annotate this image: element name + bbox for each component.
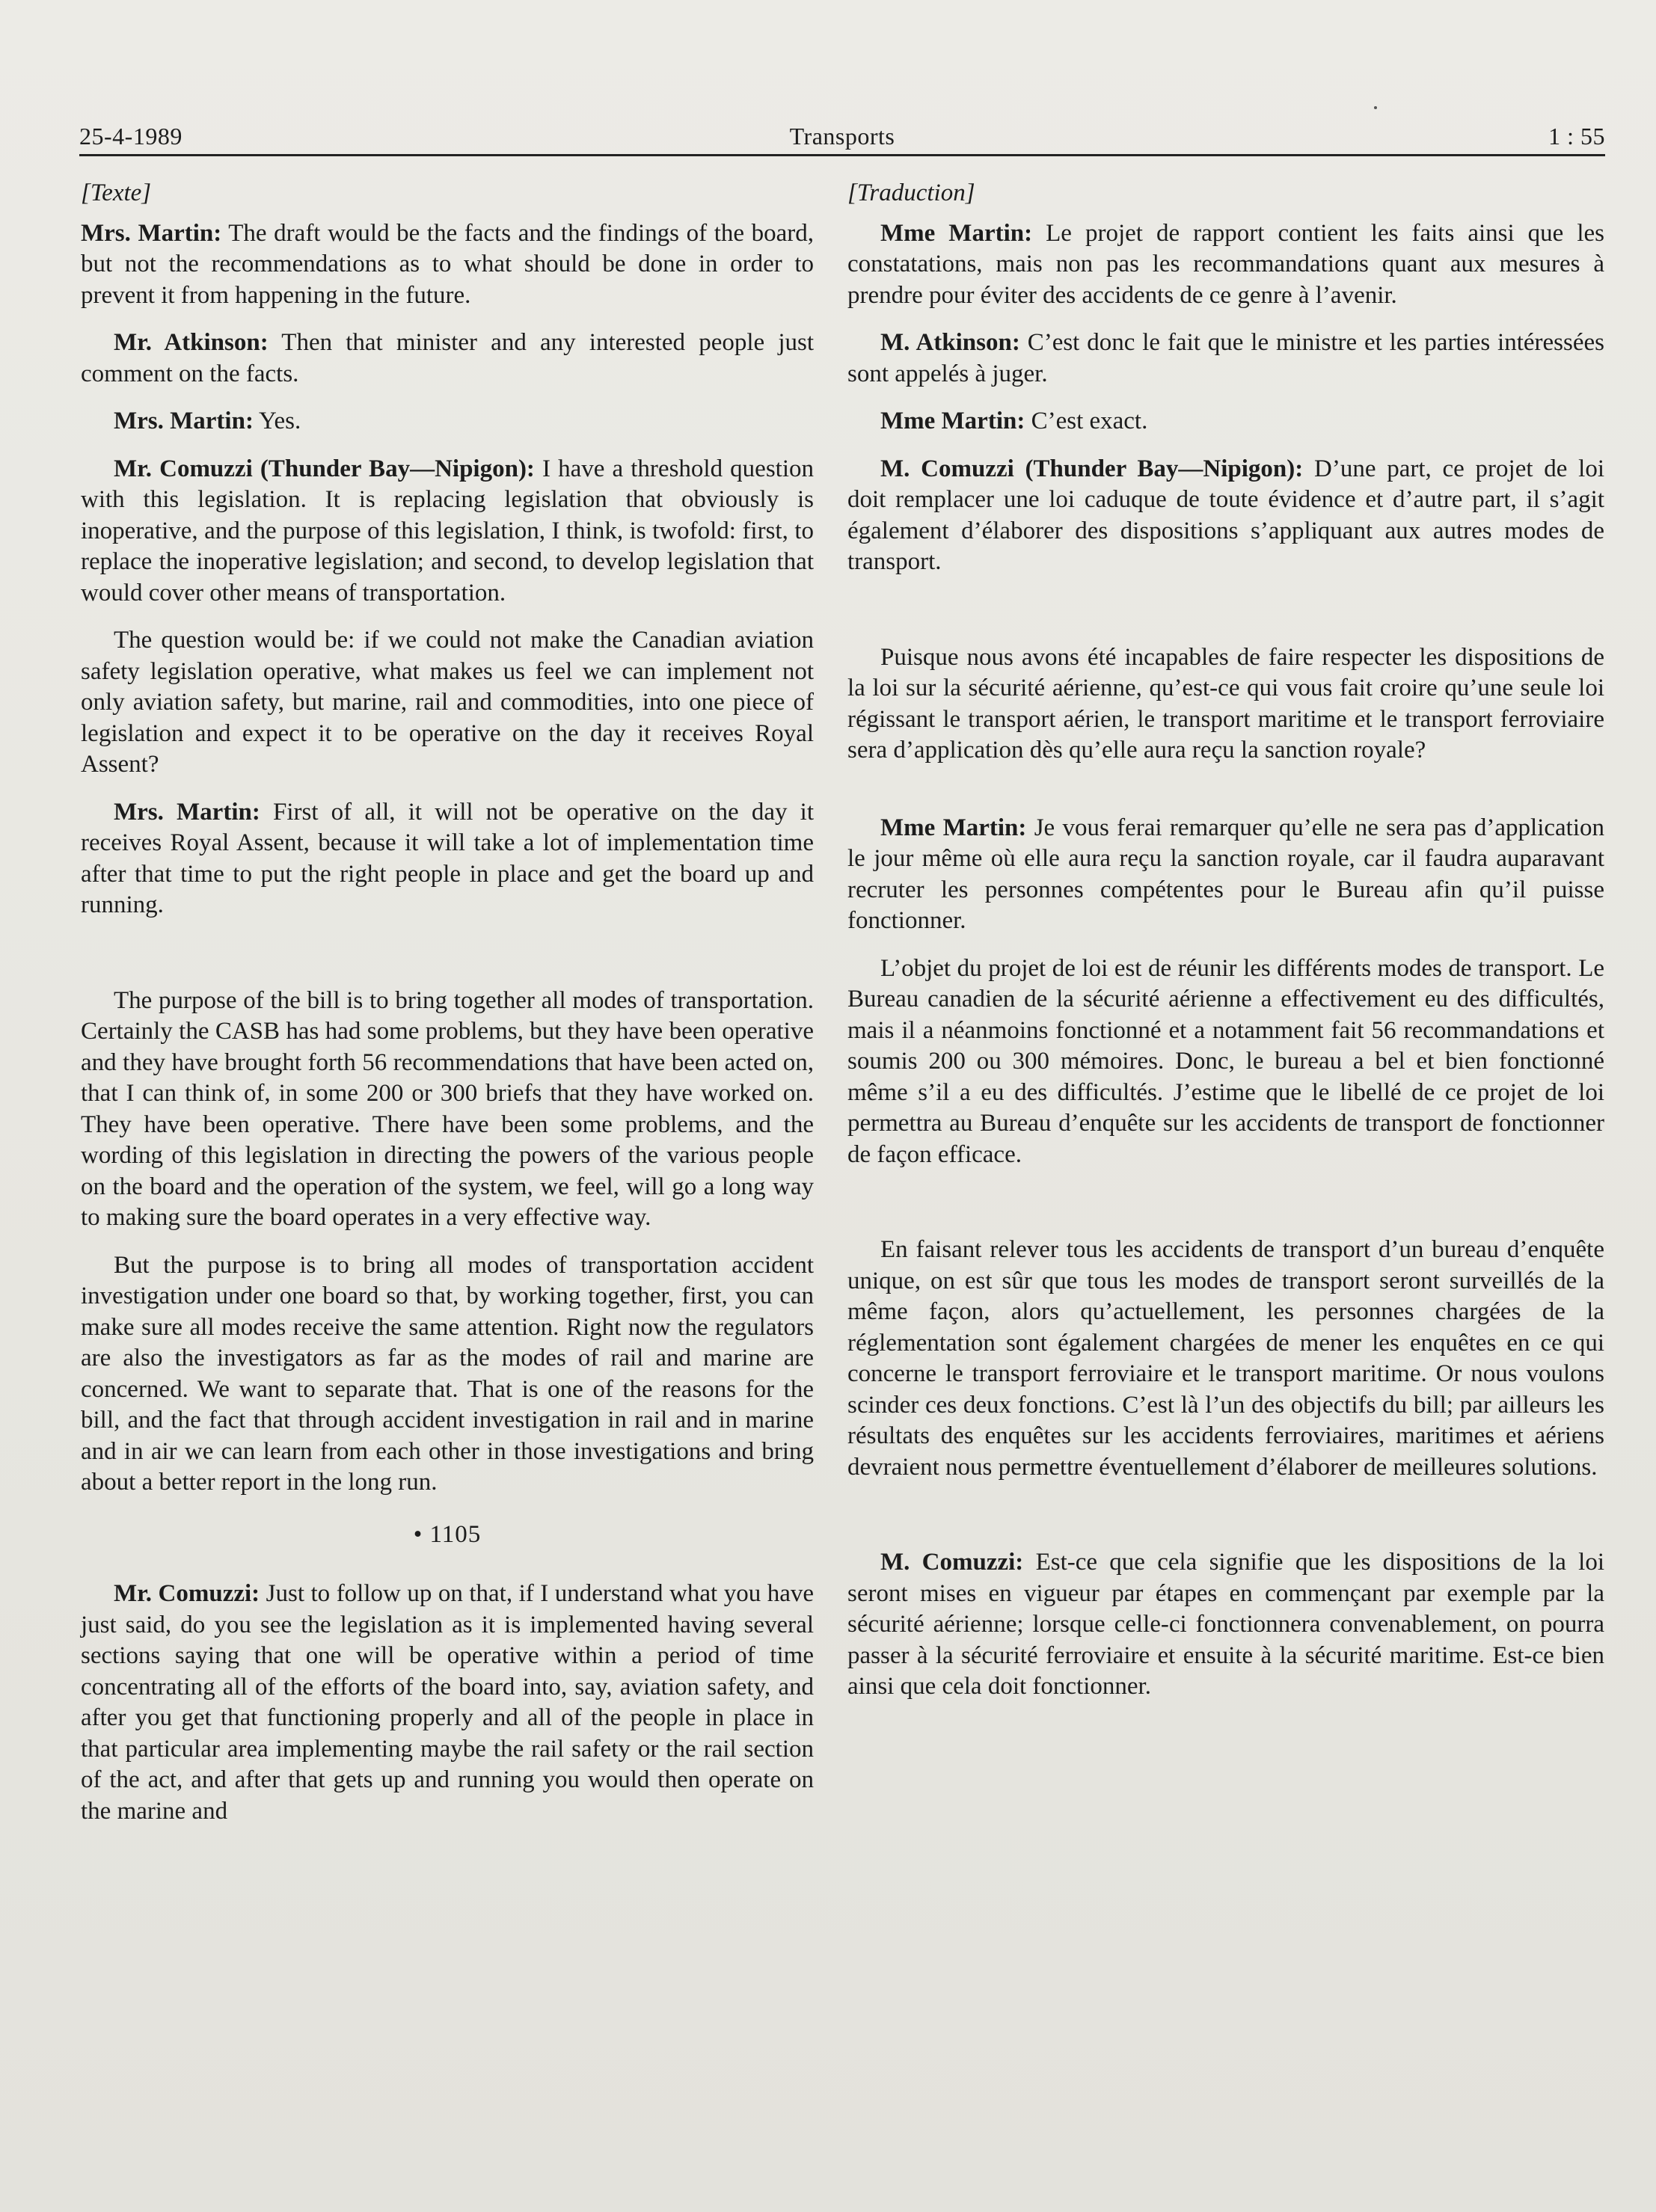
speech-text: First of all, it will not be operative on the day it receives Royal Assent, because it will take a lot of implementation time after that time to put the right people in place and get the board up and running. [81, 798, 814, 918]
speech-text: Le projet de rapport contient les faits ainsi que les constatations, mais non pas les recommandations quant aux mesures à prendre pour éviter des accidents de ce genre à l’avenir. [847, 219, 1605, 309]
spacer [81, 938, 814, 986]
paragraph [847, 218, 1604, 312]
header-date: 25-4-1989 [79, 123, 183, 150]
spacer [847, 783, 1604, 813]
speech-text: The draft would be the facts and the findings of the board, but not the recommendations as to what should be done in order to prevent it from happening in the future. [81, 219, 814, 309]
speaker-name: Mr. Comuzzi (Thunder Bay—Nipigon): [114, 455, 535, 482]
speech-text: D’une part, ce projet de loi doit remplacer une loi caduque de toute évidence et d’autre part, il s’agit également d’élaborer des dispositions s’appliquant aux autres modes de transport. [847, 455, 1604, 575]
spacer [847, 1499, 1604, 1547]
paragraph [847, 454, 1604, 578]
speaker-name: Mme Martin: [880, 814, 1027, 841]
section-label: [Traduction] [847, 179, 975, 206]
speech-text: Just to follow up on that, if I understand what you have just said, do you see the legislation as it is implemented having several sections saying that one will be operative within a period of time concentrating all of the efforts of the board into, say, aviation safety, and after you get that functioning properly and all of the people in place in that particular area implementing maybe the rail safety or the rail section of the act, and after that gets up and running you would then operate on the marine and [81, 1580, 815, 1825]
speaker-name: Mme Martin: [880, 408, 1025, 434]
speech-text: Then that minister and any interested people just comment on the facts. [81, 329, 815, 387]
time-stamp: • 1105 [413, 1520, 482, 1548]
speaker-name: Mme Martin: [880, 219, 1033, 247]
paragraph [81, 454, 814, 609]
paragraph [847, 1547, 1604, 1703]
paragraph [81, 797, 814, 921]
section-label: [Texte] [81, 179, 152, 206]
paragraph [847, 328, 1604, 390]
paragraph: The question would be: if we could not make the Canadian aviation safety legislation operative, what makes us feel we can implement not only aviation safety, but marine, rail and commodities, into one piece of legislation and expect it to be operative on the day it receives Royal Assent? [81, 627, 814, 778]
speaker-name: M. Comuzzi (Thunder Bay—Nipigon): [880, 455, 1304, 482]
speck-mark [1374, 106, 1377, 109]
header-rule [79, 154, 1605, 156]
paragraph: En faisant relever tous les accidents de transport d’un bureau d’enquête unique, on est sûr que tous les modes de transport seront surveillés de la même façon, alors qu’actuellement, les personnes chargées de la réglementation sont également chargées de mener les enquêtes en ce qui concerne le transport ferroviaire et le transport maritime. Or nous voulons scinder ces deux fonctions. C’est là l’un des objectifs du bill; par ailleurs les résultats des enquêtes sur les accidents ferroviaires, maritimes et aériens devraient nous permettre éventuellement d’élaborer de meilleures solutions. [847, 1236, 1604, 1481]
speech-text: Je vous ferai remarquer qu’elle ne sera pas d’application le jour même où elle aura reçu la sanction royale, car il faudra auparavant recruter les personnes compétentes pour le Bureau afin qu’il puisse fonctionner. [847, 814, 1604, 934]
paragraph [847, 406, 1604, 437]
header-page-number: 1 : 55 [1548, 123, 1605, 150]
speech-text: I have a threshold question with this legislation. It is replacing legislation that obviously is inoperative, and the purpose of this legislation, I think, is twofold: first, to replace the inoperative legislation; and second, to develop legislation that would cover other means of transportation. [81, 455, 815, 606]
speaker-name: Mr. Comuzzi: [114, 1580, 260, 1607]
spacer [847, 595, 1604, 642]
paragraph [81, 1579, 814, 1827]
paragraph: L’objet du projet de loi est de réunir les différents modes de transport. Le Bureau canadien de la sécurité aérienne a effectivement eu des difficultés, mais il a néanmoins fonctionné et a notamment fait 56 recommandations et soumis 200 ou 300 mémoires. Donc, le bureau a bel et bien fonctionné même s’il a eu des difficultés. J’estime que le libellé de ce projet de loi permettra au Bureau d’enquête sur les accidents de transport de fonctionner de façon efficace. [847, 954, 1604, 1168]
paragraph [81, 406, 814, 437]
spacer [847, 1187, 1604, 1235]
paragraph [81, 218, 814, 312]
paragraph: Puisque nous avons été incapables de faire respecter les dispositions de la loi sur la sécurité aérienne, qu’est-ce qui vous fait croire qu’une seule loi régissant le transport aérien, le transport maritime et le transport ferroviaire sera d’application dès qu’elle aura reçu la sanction royale? [847, 643, 1604, 764]
paragraph [847, 813, 1604, 937]
paragraph [81, 328, 814, 390]
speech-text: Yes. [253, 408, 301, 434]
speech-text: C’est donc le fait que le ministre et les parties intéressées sont appelés à juger. [847, 329, 1604, 387]
header-title: Transports [789, 123, 895, 150]
speaker-name: Mrs. Martin: [114, 408, 254, 434]
paragraph: But the purpose is to bring all modes of transportation accident investigation under one board so that, by working together, first, you can make sure all modes receive the same attention. Right now the regulators are also the investigators as far as the modes of rail and marine are concerned. We want to separate that. That is one of the reasons for the bill, and the fact that through accident investigation in rail and in marine and in air we can learn from each other in those investigations and bring about a better report in the long run. [81, 1251, 814, 1496]
speaker-name: Mr. Atkinson: [114, 329, 269, 356]
page-header [79, 118, 1605, 156]
speaker-name: Mrs. Martin: [81, 219, 222, 247]
paragraph: The purpose of the bill is to bring together all modes of transportation. Certainly the CASB has had some problems, but they have been operative and they have brought forth 56 recommendations that have been acted on, that I can think of, in some 200 or 300 briefs that they have worked on. They have been operative. There have been some problems, and the wording of this legislation in directing the powers of the various people on the board and the operation of the system, we feel, will go a long way to making sure the board operates in a very effective way. [81, 986, 814, 1231]
speaker-name: M. Comuzzi: [880, 1549, 1024, 1576]
speech-text: Est-ce que cela signifie que les dispositions de la loi seront mises en vigueur par étapes en commençant par exemple par la sécurité aérienne; lorsque celle-ci fonctionnera convenablement, on pourra passer à la sécurité ferroviaire et ensuite à la sécurité maritime. Est-ce bien ainsi que cela doit fonctionner. [847, 1549, 1604, 1700]
speaker-name: M. Atkinson: [880, 329, 1020, 356]
french-column [847, 178, 1604, 1719]
english-column [81, 178, 814, 1843]
speech-text: C’est exact. [1025, 408, 1148, 434]
speaker-name: Mrs. Martin: [114, 798, 260, 826]
